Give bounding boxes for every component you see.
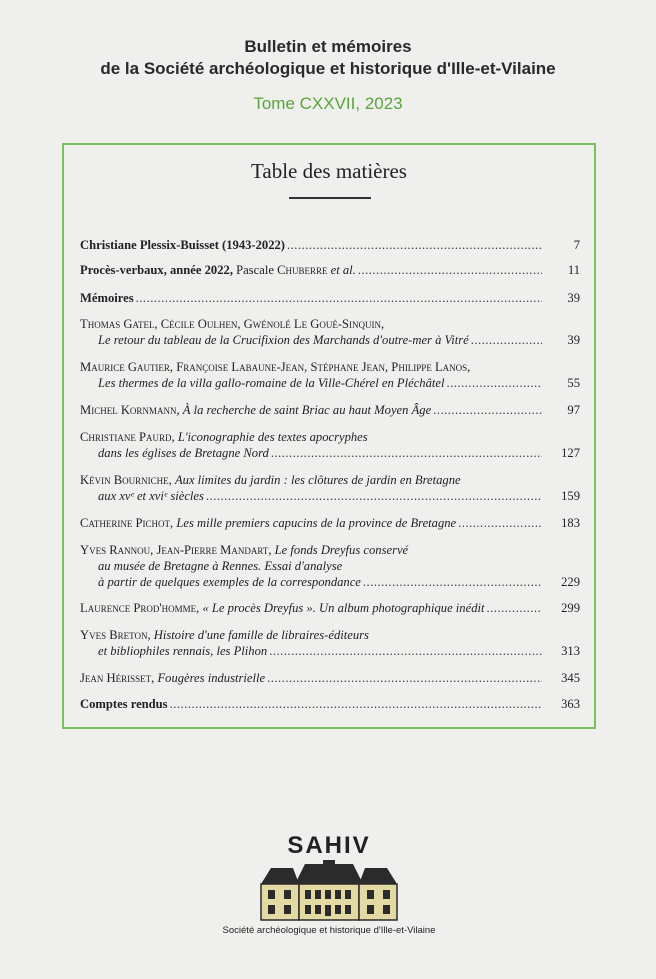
entry-author: Yves Breton, <box>80 628 151 642</box>
society-title: de la Société archéologique et historique d'Ille-et-Vilaine <box>100 59 556 78</box>
entry-title-cont: aux xvᵉ et xviᵉ siècles <box>98 489 204 503</box>
author-suffix: et al. <box>330 263 356 277</box>
page-number: 299 <box>561 601 580 615</box>
entry-title: Le retour du tableau de la Crucifixion des Marchands d'outre-mer à Vitré <box>98 333 469 347</box>
building-icon <box>259 860 399 922</box>
toc-entry-prodhomme[interactable] <box>80 600 580 616</box>
entry-title: « Le procès Dreyfus ». Un album photographique inédit <box>202 601 485 615</box>
entry-title-cont: à partir de quelques exemples de la correspondance <box>98 575 361 589</box>
toc-entry-paurd[interactable] <box>80 429 580 461</box>
leader-dots <box>471 332 542 348</box>
page-number: 97 <box>567 403 580 417</box>
toc-entry-breton[interactable] <box>80 627 580 659</box>
entry-title: Christiane Plessix-Buisset (1943-2022) <box>80 238 285 252</box>
leader-dots <box>170 696 542 712</box>
leader-dots <box>358 262 542 278</box>
entry-title: Procès-verbaux, année 2022, <box>80 263 233 277</box>
toc-entry-bourniche[interactable] <box>80 472 580 504</box>
entry-title: À la recherche de saint Briac au haut Moyen Âge <box>182 403 432 417</box>
entry-author: Catherine Pichot, <box>80 516 174 530</box>
society-logo <box>224 832 434 942</box>
page-number: 55 <box>567 376 580 390</box>
entry-title: Aux limites du jardin : les clôtures de jardin en Bretagne <box>174 473 461 487</box>
author-last: Chuberre <box>277 263 328 277</box>
page-number: 39 <box>567 333 580 347</box>
leader-dots <box>433 402 542 418</box>
entry-author: Laurence Prod'homme, <box>80 601 200 615</box>
page-number: 345 <box>561 671 580 685</box>
entry-title: Les mille premiers capucins de la province de Bretagne <box>176 516 457 530</box>
entry-title: Fougères industrielle <box>157 671 266 685</box>
toc-title: Table des matières <box>251 159 407 183</box>
entry-title: Les thermes de la villa gallo-romaine de la Ville-Chérel en Pléchâtel <box>98 376 445 390</box>
page-number: 127 <box>561 446 580 460</box>
leader-dots <box>458 515 542 531</box>
entry-title: Le fonds Dreyfus conservé <box>274 543 409 557</box>
page-number: 11 <box>567 263 580 277</box>
entry-title: Histoire d'une famille de libraires-éditeurs <box>153 628 369 642</box>
leader-dots <box>363 574 542 590</box>
toc-entry-rannou[interactable] <box>80 542 580 590</box>
logo-caption: Société archéologique et historique d'Ille-et-Vilaine <box>222 925 436 936</box>
entry-authors: Yves Rannou, Jean-Pierre Mandart, <box>80 543 272 557</box>
page-header <box>0 36 656 114</box>
entry-title: L'iconographie des textes apocryphes <box>177 430 368 444</box>
toc-entry-kornmann[interactable] <box>80 402 580 418</box>
page-number: 229 <box>561 575 580 589</box>
entry-title: Mémoires <box>80 291 134 305</box>
page-number: 159 <box>561 489 580 503</box>
page-number: 313 <box>561 644 580 658</box>
title-divider <box>289 197 371 199</box>
entry-title-cont: et bibliophiles rennais, les Plihon <box>98 644 268 658</box>
leader-dots <box>267 670 542 686</box>
leader-dots <box>271 445 542 461</box>
toc-entry-memoires[interactable] <box>80 290 580 306</box>
entry-author: Christiane Paurd, <box>80 430 175 444</box>
entry-authors: Maurice Gautier, Françoise Labaune-Jean, Stéphane Jean, Philippe Lanos, <box>80 360 471 374</box>
leader-dots <box>269 643 542 659</box>
entry-title-cont: dans les églises de Bretagne Nord <box>98 446 269 460</box>
entry-author: Jean Hérisset, <box>80 671 155 685</box>
toc-entry-proces-verbaux[interactable] <box>80 262 580 278</box>
toc-entry-pichot[interactable] <box>80 515 580 531</box>
bulletin-title: Bulletin et mémoires <box>244 37 412 56</box>
toc-entry-gautier[interactable] <box>80 359 580 391</box>
author-first: Pascale <box>236 263 274 277</box>
page-number: 39 <box>567 291 580 305</box>
leader-dots <box>136 290 542 306</box>
toc-entry-plessix[interactable] <box>80 237 580 253</box>
entry-author: Kévin Bourniche, <box>80 473 172 487</box>
page-number: 363 <box>561 697 580 711</box>
leader-dots <box>446 375 542 391</box>
logo-wordmark: SAHIV <box>287 832 371 859</box>
entry-authors: Thomas Gatel, Cécile Oulhen, Gwénolé Le Goué-Sinquin, <box>80 317 385 331</box>
leader-dots <box>487 600 543 616</box>
leader-dots <box>206 488 542 504</box>
toc-entry-comptes-rendus[interactable] <box>80 696 580 712</box>
toc-entry-herisset[interactable] <box>80 670 580 686</box>
tome-label: Tome CXXVII, 2023 <box>253 94 403 113</box>
page-number: 183 <box>561 516 580 530</box>
entry-author: Michel Kornmann, <box>80 403 180 417</box>
toc-entry-gatel[interactable] <box>80 316 580 348</box>
entry-title-cont: au musée de Bretagne à Rennes. Essai d'analyse <box>98 559 343 573</box>
entry-title: Comptes rendus <box>80 697 168 711</box>
page-number: 7 <box>573 238 580 252</box>
leader-dots <box>287 237 542 253</box>
toc-frame <box>62 143 596 729</box>
